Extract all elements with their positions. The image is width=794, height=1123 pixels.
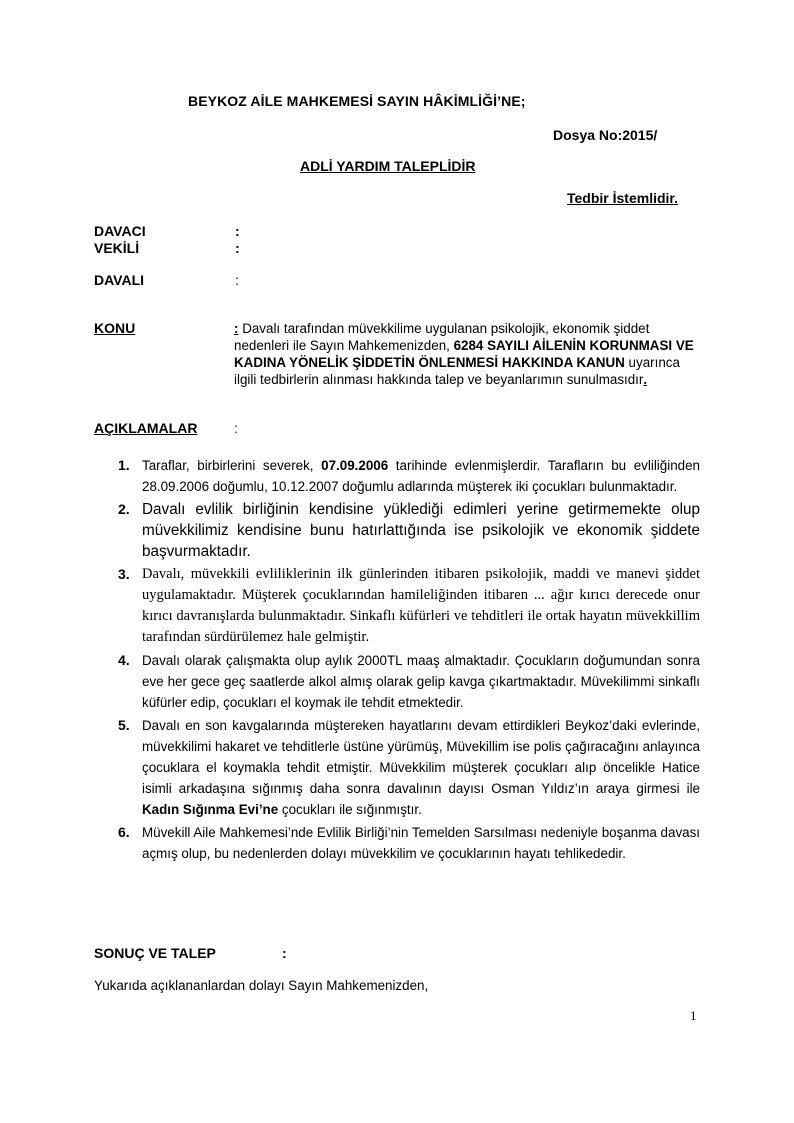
davali-label: DAVALI: [94, 272, 145, 288]
item-text: tarihinde evlenmişlerdir. Tarafların bu evliliğinden 28.09.2006 doğumlu, 10.12.2007 doğumlu adlarında müşterek iki çocukları bulunmaktadır.: [142, 458, 700, 494]
page-number: 1: [690, 1008, 697, 1023]
vekili-label: VEKİLİ: [94, 240, 140, 256]
davaci-label: DAVACI: [94, 223, 146, 239]
item-number: 4.: [118, 652, 130, 668]
konu-law-name: 6284 SAYILI AİLENİN KORUNMASI VE KADINA YÖNELİK ŞİDDETİN ÖNLENMESİ HAKKINDA KANUN: [234, 338, 694, 370]
sonuc-text: Yukarıda açıklananlardan dolayı Sayın Mahkemenizden,: [94, 978, 429, 993]
konu-end: .: [643, 372, 648, 387]
aciklamalar-label: AÇIKLAMALAR: [94, 420, 198, 436]
list-item: [94, 822, 700, 864]
vekili-colon: :: [235, 240, 240, 256]
konu-body: [234, 320, 704, 388]
list-item: [94, 564, 700, 648]
item-text: Davalı olarak çalışmakta olup aylık 2000TL maaş almaktadır. Çocukların doğumundan sonra eve her gece geç saatlerde alkol almış olarak gelip kavga çıkartmaktadır. Müvekilimmi sinkaflı küfürler edip, çocukları el koymak ile tehdit etmektedir.: [142, 653, 700, 710]
item-number: 2.: [118, 501, 130, 517]
list-item: [94, 499, 700, 562]
item-shelter-name: Kadın Sığınma Evi’ne: [142, 802, 279, 817]
aciklamalar-colon: :: [234, 420, 238, 436]
konu-label: KONU: [94, 320, 136, 336]
konu-text-1: Davalı tarafından müvekkilime uygulanan psikolojik, ekonomik şiddet nedenleri ile Sayın Mahkemenizden,: [234, 321, 650, 353]
item-text: Davalı evlilik birliğinin kendisine yüklediği edimleri yerine getirmemekte olup müvekkilimiz kendisine bunu hatırlattığında ise psikolojik ve ekonomik şiddete başvurmaktadır.: [142, 501, 700, 560]
item-text: Davalı, müvekkili evliliklerinin ilk günlerinden itibaren psikolojik, maddi ve manevi şiddet uygulamaktadır. Müşterek çocuklarından hamileliğinden itibaren ... ağır kırıcı derecede onur kırıcı davranışlarda bulunmaktadır. Sinkaflı küfürleri ve tehditleri ile ortak hayatın müvekkillim tarafından sürdürülemez hale gelmiştir.: [142, 566, 700, 645]
aciklamalar-list: [94, 455, 700, 866]
item-date: 07.09.2006: [321, 458, 389, 473]
tedbir-heading: Tedbir İstemlidir.: [567, 190, 678, 206]
item-text: Taraflar, birbirlerini severek,: [142, 458, 322, 473]
konu-colon: :: [234, 321, 239, 336]
sonuc-colon: :: [282, 945, 287, 961]
davaci-colon: :: [235, 223, 240, 239]
court-heading: BEYKOZ AİLE MAHKEMESİ SAYIN HÂKİMLİĞİ’NE;: [188, 93, 526, 109]
item-number: 5.: [118, 717, 130, 733]
list-item: [94, 715, 700, 820]
item-number: 1.: [118, 457, 130, 473]
davali-colon: :: [235, 272, 239, 288]
party-davaci: [94, 223, 242, 240]
list-item: [94, 455, 700, 497]
item-text: Müvekill Aile Mahkemesi’nde Evlilik Birliği’nin Temelden Sarsılması nedeniyle boşanma davası açmış olup, bu nedenlerden dolayı müvekkilim ve çocuklarının hayatı tehlikededir.: [142, 825, 700, 861]
party-vekili: [94, 240, 242, 257]
list-item: [94, 650, 700, 713]
sonuc-label: SONUÇ VE TALEP: [94, 945, 216, 961]
party-davali: [94, 272, 242, 289]
item-text: çocukları ile sığınmıştır.: [278, 802, 422, 817]
adli-yardim-heading: ADLİ YARDIM TALEPLİDİR: [300, 158, 476, 174]
item-text: Davalı en son kavgalarında müştereken hayatlarını devam ettirdikleri Beykoz’daki evlerinde, müvekkilimi hakaret ve tehditlerle üstüne yürümüş, Müvekillim ise polis çağıracağını anlayınca çocuklara el koymakla tehdit etmiştir. Müvekkilim müşterek çocukları alıp öncelikle Hatice isimli arkadaşına sığınmış daha sonra davalının dayısı Osman Yıldız’ın araya girmesi ile: [142, 718, 700, 796]
item-number: 6.: [118, 824, 130, 840]
konu-text-2: uyarınca ilgili tedbirlerin alınması hakkında talep ve beyanlarımın sunulmasıdır: [234, 355, 680, 387]
item-number: 3.: [118, 566, 130, 582]
dosya-number: Dosya No:2015/: [553, 127, 658, 143]
